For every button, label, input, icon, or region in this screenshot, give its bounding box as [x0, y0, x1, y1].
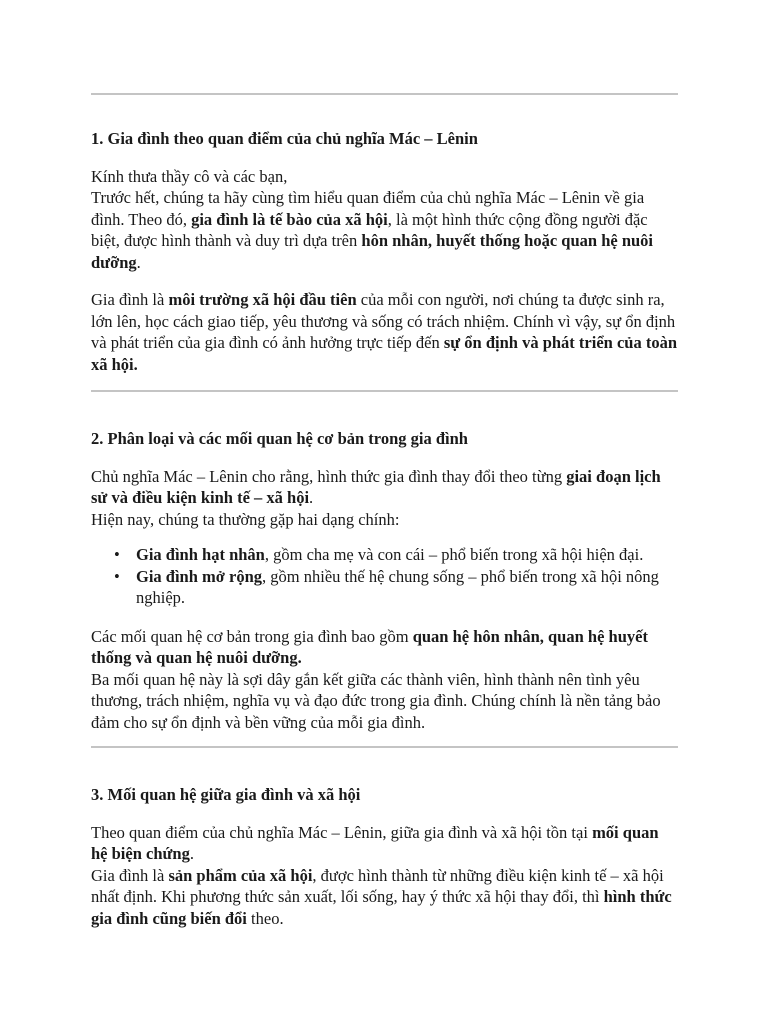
divider-2 — [91, 746, 678, 748]
bold-phrase: hôn nhân, huyết thống hoặc quan hệ nuôi dưỡng — [91, 231, 654, 272]
section-2-paragraph-1: Chủ nghĩa Mác – Lênin cho rằng, hình thức gia đình thay đổi theo từng giai đoạn lịch sử và điều kiện kinh tế – xã hội. — [91, 466, 661, 507]
bold-phrase: sự ổn định và phát triển của toàn xã hội. — [91, 333, 678, 374]
section-3-paragraph-2: Gia đình là sản phẩm của xã hội, được hình thành từ những điều kiện kinh tế – xã hội nhất định. Khi phương thức sản xuất, lối sống, hay ý thức xã hội thay đổi, thì hình thức gia đình cũng biến đổi theo. — [91, 865, 672, 928]
bold-phrase: hình thức gia đình cũng biến đổi — [91, 887, 672, 928]
section-3 — [91, 784, 678, 929]
family-types-list — [91, 544, 678, 609]
bold-phrase: quan hệ hôn nhân, quan hệ huyết thống và quan hệ nuôi dưỡng. — [91, 626, 648, 667]
section-2-paragraph-1-line-2: Hiện nay, chúng ta thường gặp hai dạng chính: — [91, 509, 400, 529]
bold-phrase: gia đình là tế bào của xã hội — [191, 209, 388, 229]
bold-phrase: môi trường xã hội đầu tiên — [168, 290, 357, 309]
bold-phrase: giai đoạn lịch sử và điều kiện kinh tế – xã hội — [91, 466, 661, 507]
section-3-paragraph-1: Theo quan điểm của chủ nghĩa Mác – Lênin, giữa gia đình và xã hội tồn tại mối quan hệ biện chứng. — [91, 822, 659, 863]
section-1 — [91, 128, 678, 375]
section-3-heading: 3. Mối quan hệ giữa gia đình và xã hội — [91, 785, 361, 804]
section-2-paragraph-3: Ba mối quan hệ này là sợi dây gắn kết giữa các thành viên, hình thành nên tình yêu thương, trách nhiệm, nghĩa vụ và đạo đức trong gia đình. Chúng chính là nền tảng bảo đảm cho sự ổn định và bền vững của mỗi gia đình. — [91, 669, 661, 732]
section-1-paragraph-1: Trước hết, chúng ta hãy cùng tìm hiểu quan điểm của chủ nghĩa Mác – Lênin về gia đình. Theo đó, gia đình là tế bào của xã hội, là một hình thức cộng đồng người đặc biệt, được hình thành và duy trì dựa trên hôn nhân, huyết thống hoặc quan hệ nuôi dưỡng. — [91, 188, 654, 272]
divider-1 — [91, 390, 678, 392]
section-2-heading: 2. Phân loại và các mối quan hệ cơ bản trong gia đình — [91, 429, 468, 448]
section-2 — [91, 428, 678, 733]
section-1-greeting: Kính thưa thầy cô và các bạn, — [91, 166, 288, 186]
bold-phrase: sản phẩm của xã hội — [168, 865, 313, 885]
bold-phrase: mối quan hệ biện chứng — [91, 822, 659, 863]
section-1-heading: 1. Gia đình theo quan điểm của chủ nghĩa Mác – Lênin — [91, 129, 478, 148]
divider-top — [91, 93, 678, 95]
list-item: • Gia đình hạt nhân, gồm cha mẹ và con cái – phổ biến trong xã hội hiện đại. — [136, 544, 678, 566]
section-2-paragraph-2: Các mối quan hệ cơ bản trong gia đình bao gồm quan hệ hôn nhân, quan hệ huyết thống và quan hệ nuôi dưỡng. — [91, 626, 648, 667]
list-item: • Gia đình mở rộng, gồm nhiều thế hệ chung sống – phổ biến trong xã hội nông nghiệp. — [136, 566, 678, 609]
section-1-paragraph-2: Gia đình là môi trường xã hội đầu tiên của mỗi con người, nơi chúng ta được sinh ra, lớn lên, học cách giao tiếp, yêu thương và sống có trách nhiệm. Chính vì vậy, sự ổn định và phát triển của gia đình có ảnh hưởng trực tiếp đến sự ổn định và phát triển của toàn xã hội. — [91, 290, 678, 374]
